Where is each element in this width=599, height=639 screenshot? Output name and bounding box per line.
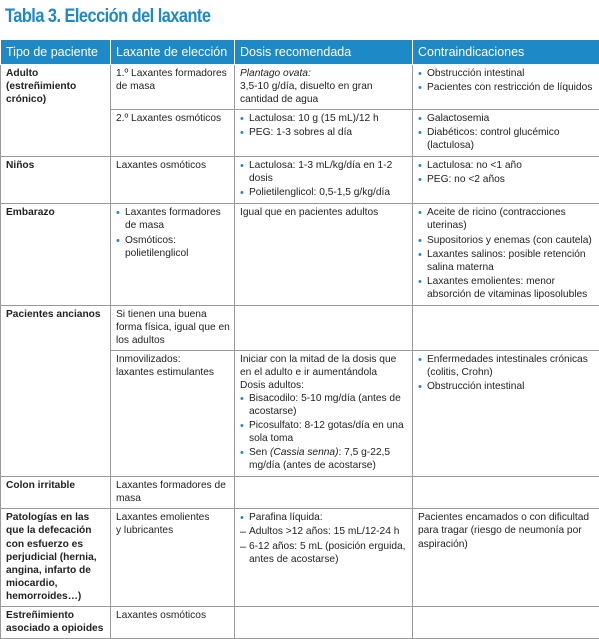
cell-laxante-ancianos-1: Si tienen una buena forma física, igual que en los adultos: [111, 305, 235, 350]
laxante-line: laxantes estimulantes: [116, 366, 230, 379]
sen-pre: Sen: [249, 447, 270, 458]
table-row-embarazo: [1, 204, 599, 305]
cell-contra-ancianos-1: [413, 305, 599, 350]
cell-dosis-colon: [235, 477, 413, 509]
list-item: • Diabéticos: control glucémico (lactulosa): [418, 126, 595, 152]
sen-post: : 7,5 g-22,5 mg/día (antes de acostarse): [249, 447, 390, 471]
cell-tipo-ancianos: Pacientes ancianos: [1, 305, 111, 477]
laxante-line: y lubricantes: [116, 524, 230, 537]
cell-tipo-colon: Colon irritable: [1, 477, 111, 509]
list-item: • Lactulosa: no <1 año: [418, 159, 595, 172]
header-laxante: Laxante de elección: [111, 40, 235, 65]
list-item: • Laxantes salinos: posible retención salina materna: [418, 248, 595, 274]
dosis-title: Plantago ovata:: [240, 67, 408, 80]
cell-laxante-opioides: Laxantes osmóticos: [111, 606, 235, 638]
cell-dosis-adulto-2: [235, 110, 413, 157]
list-item: • Supositorios y enemas (con cautela): [418, 234, 595, 247]
cell-dosis-adulto-1: [235, 65, 413, 110]
list-item: • Pacientes con restricción de líquidos: [418, 81, 595, 94]
list-item: – Adultos >12 años: 15 mL/12-24 h: [240, 525, 408, 538]
table-row-ninos: [1, 157, 599, 204]
list-item: • Osmóticos: polietilenglicol: [116, 234, 230, 260]
list-item: • Laxantes emolientes: menor absorción de vitaminas liposolubles: [418, 275, 595, 301]
list-item: • Bisacodilo: 5-10 mg/día (antes de acostarse): [240, 392, 408, 418]
list-item: • Obstrucción intestinal: [418, 67, 595, 80]
list-item: • Enfermedades intestinales crónicas (colitis, Crohn): [418, 353, 595, 379]
cell-laxante-ninos: Laxantes osmóticos: [111, 157, 235, 204]
list-item: • PEG: 1-3 sobres al día: [240, 126, 408, 139]
cell-laxante-colon: Laxantes formadores de masa: [111, 477, 235, 509]
cell-laxante-ancianos-2: [111, 350, 235, 476]
table-header: [1, 40, 599, 65]
header-row: [1, 40, 599, 65]
table-title: Tabla 3. Elección del laxante: [5, 6, 210, 28]
header-dosis: Dosis recomendada: [235, 40, 413, 65]
list-item: • Laxantes formadores de masa: [116, 206, 230, 232]
laxante-line: Laxantes emolientes: [116, 511, 230, 524]
list-item: • Obstrucción intestinal: [418, 380, 595, 393]
dosis-title: Dosis adultos:: [240, 379, 408, 392]
cell-dosis-ancianos-2: [235, 350, 413, 476]
table-row-patologias: [1, 509, 599, 606]
cell-tipo-adulto: Adulto (estreñimiento crónico): [1, 65, 111, 157]
list-item: • Polietilenglicol: 0,5-1,5 g/kg/día: [240, 186, 408, 199]
table-row-opioides: [1, 606, 599, 638]
list-item: • Lactulosa: 10 g (15 mL)/12 h: [240, 112, 408, 125]
table-row-colon: [1, 477, 599, 509]
cell-dosis-embarazo: Igual que en pacientes adultos: [235, 204, 413, 305]
cell-tipo-embarazo: Embarazo: [1, 204, 111, 305]
header-contraindicaciones: Contraindicaciones: [413, 40, 599, 65]
cell-tipo-opioides: Estreñimiento asociado a opioides: [1, 606, 111, 638]
list-item: • Galactosemia: [418, 112, 595, 125]
cell-contra-patologias: Pacientes encamados o con dificultad para tragar (riesgo de neumonía por aspiración): [413, 509, 599, 606]
list-item-sen: [240, 446, 408, 472]
laxante-line: Inmovilizados:: [116, 353, 230, 366]
cell-laxante-adulto-1: 1.º Laxantes formadores de masa: [111, 65, 235, 110]
cell-contra-embarazo: [413, 204, 599, 305]
table-row-adulto-1: [1, 65, 599, 110]
cell-dosis-opioides: [235, 606, 413, 638]
cell-contra-opioides: [413, 606, 599, 638]
cell-laxante-embarazo: [111, 204, 235, 305]
table-row-ancianos-1: [1, 305, 599, 350]
dosis-text: 3,5-10 g/día, disuelto en gran cantidad de agua: [240, 80, 408, 106]
list-item: • Aceite de ricino (contracciones uterinas): [418, 206, 595, 232]
cell-contra-colon: [413, 477, 599, 509]
cell-contra-ninos: [413, 157, 599, 204]
cell-tipo-patologias: Patologías en las que la defecación con esfuerzo es perjudicial (hernia, angina, infarto de miocardio, hemorroides…): [1, 509, 111, 606]
cell-dosis-ninos: [235, 157, 413, 204]
cell-dosis-patologias: [235, 509, 413, 606]
sen-latin: (Cassia senna): [270, 447, 339, 458]
cell-laxante-adulto-2: 2.º Laxantes osmóticos: [111, 110, 235, 157]
list-item: • Lactulosa: 1-3 mL/kg/día en 1-2 dosis: [240, 159, 408, 185]
list-item: – 6-12 años: 5 mL (posición erguida, antes de acostarse): [240, 540, 408, 566]
list-item: • Picosulfato: 8-12 gotas/día en una sola toma: [240, 419, 408, 445]
header-tipo: Tipo de paciente: [1, 40, 111, 65]
list-item: • Parafina líquida:: [240, 511, 408, 524]
laxative-table: [0, 40, 599, 639]
cell-contra-adulto-2: [413, 110, 599, 157]
cell-contra-adulto-1: [413, 65, 599, 110]
cell-laxante-patologias: [111, 509, 235, 606]
cell-dosis-ancianos-1: [235, 305, 413, 350]
cell-tipo-ninos: Niños: [1, 157, 111, 204]
list-item: • PEG: no <2 años: [418, 173, 595, 186]
cell-contra-ancianos-2: [413, 350, 599, 476]
dosis-intro: Iniciar con la mitad de la dosis que en el adulto e ir aumentándola: [240, 353, 408, 379]
